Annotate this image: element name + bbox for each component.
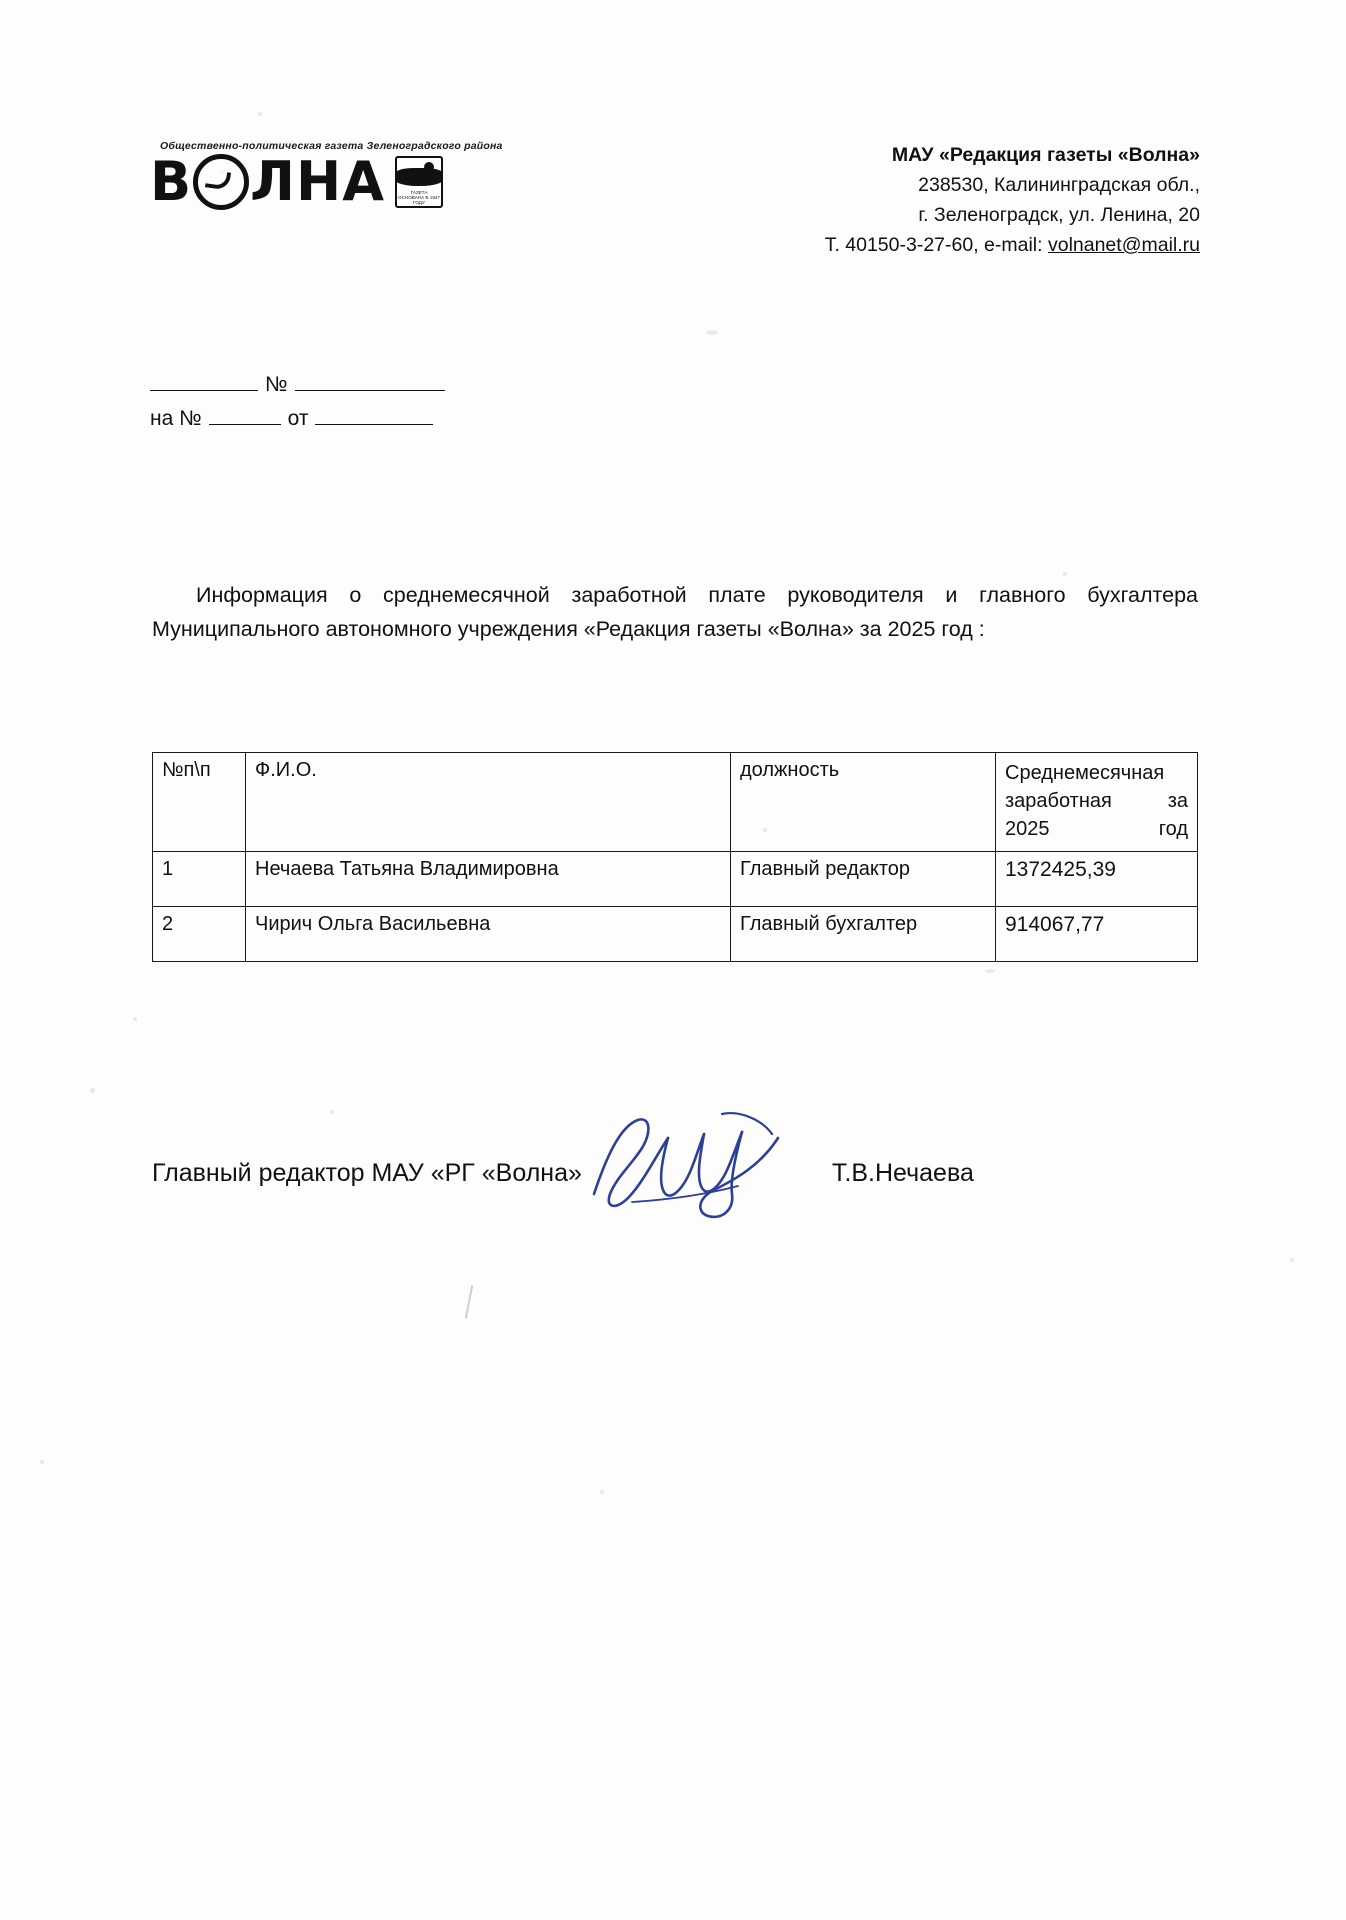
scan-speck xyxy=(1063,572,1067,576)
row-number: 2 xyxy=(153,907,246,962)
row-salary: 1372425,39 xyxy=(996,852,1198,907)
signature-icon xyxy=(572,1098,822,1238)
salary-table xyxy=(152,752,1198,962)
row-fio: Чирич Ольга Васильевна xyxy=(246,907,731,962)
header-number: №п\п xyxy=(153,753,246,852)
header-salary-line-1: Среднемесячная xyxy=(1005,762,1165,784)
logo-letter-v: В xyxy=(150,150,193,213)
table-header-row xyxy=(153,753,1198,852)
wave-circle-icon xyxy=(193,154,249,210)
body-paragraph: Информация о среднемесячной заработной плате руководителя и главного бухгалтера Муниципального автономного учреждения «Редакция газеты «Волна» за 2025 год : xyxy=(152,583,1198,641)
from-label: от xyxy=(287,407,309,430)
header-salary xyxy=(996,753,1198,852)
header-salary-line-2: заработная за xyxy=(1005,790,1188,812)
wave-icon xyxy=(395,168,443,186)
table-row xyxy=(153,907,1198,962)
emblem-icon xyxy=(395,156,443,208)
email-link[interactable]: volnanet@mail.ru xyxy=(1047,234,1200,256)
reply-label: на № xyxy=(150,407,202,430)
reply-number-blank[interactable] xyxy=(209,407,281,425)
address-line-2: г. Зеленоградск, ул. Ленина, 20 xyxy=(918,204,1200,226)
scan-speck xyxy=(985,969,995,973)
row-number: 1 xyxy=(153,852,246,907)
contact-block xyxy=(825,140,1200,260)
header-salary-line-3: 2025 год xyxy=(1005,818,1188,840)
scan-speck xyxy=(1290,1258,1294,1262)
reference-lines xyxy=(150,368,445,436)
scan-speck xyxy=(40,1460,44,1464)
header-fio: Ф.И.О. xyxy=(246,753,731,852)
row-salary: 914067,77 xyxy=(996,907,1198,962)
row-position: Главный редактор xyxy=(731,852,996,907)
row-fio: Нечаева Татьяна Владимировна xyxy=(246,852,731,907)
header-position: должность xyxy=(731,753,996,852)
number-blank[interactable] xyxy=(295,373,445,391)
logo-wordmark xyxy=(150,150,450,213)
address-line-1: 238530, Калининградская обл., xyxy=(918,174,1200,196)
newspaper-logo xyxy=(150,140,503,213)
logo-letters-lna: ЛНА xyxy=(250,150,386,213)
scan-speck xyxy=(600,1490,604,1494)
logo-tagline: Общественно-политическая газета Зеленоградского района xyxy=(160,140,503,152)
row-position: Главный бухгалтер xyxy=(731,907,996,962)
scan-speck xyxy=(330,1110,334,1114)
scan-speck xyxy=(133,1017,137,1021)
incoming-number-line xyxy=(150,402,445,436)
handwritten-signature xyxy=(582,1128,832,1218)
number-label: № xyxy=(265,373,288,396)
phone-email-line xyxy=(825,230,1200,260)
organization-name: МАУ «Редакция газеты «Волна» xyxy=(891,144,1200,166)
letterhead xyxy=(150,140,1200,260)
date-blank[interactable] xyxy=(150,373,258,391)
scan-speck xyxy=(706,330,718,335)
outgoing-number-line xyxy=(150,368,445,402)
scan-speck xyxy=(90,1088,95,1093)
emblem-caption: ГАЗЕТА ОСНОВАНА В 1947 ГОДУ xyxy=(398,190,440,205)
signature-name: Т.В.Нечаева xyxy=(831,1158,974,1187)
scan-speck xyxy=(258,112,262,116)
signature-title: Главный редактор МАУ «РГ «Волна» xyxy=(152,1158,582,1187)
signature-block xyxy=(152,1128,1198,1218)
reply-date-blank[interactable] xyxy=(315,407,433,425)
table-row xyxy=(153,852,1198,907)
scan-artifact xyxy=(465,1285,473,1319)
salary-table-wrapper xyxy=(152,752,1198,962)
phone-text: Т. 40150-3-27-60, e-mail: xyxy=(824,234,1048,256)
